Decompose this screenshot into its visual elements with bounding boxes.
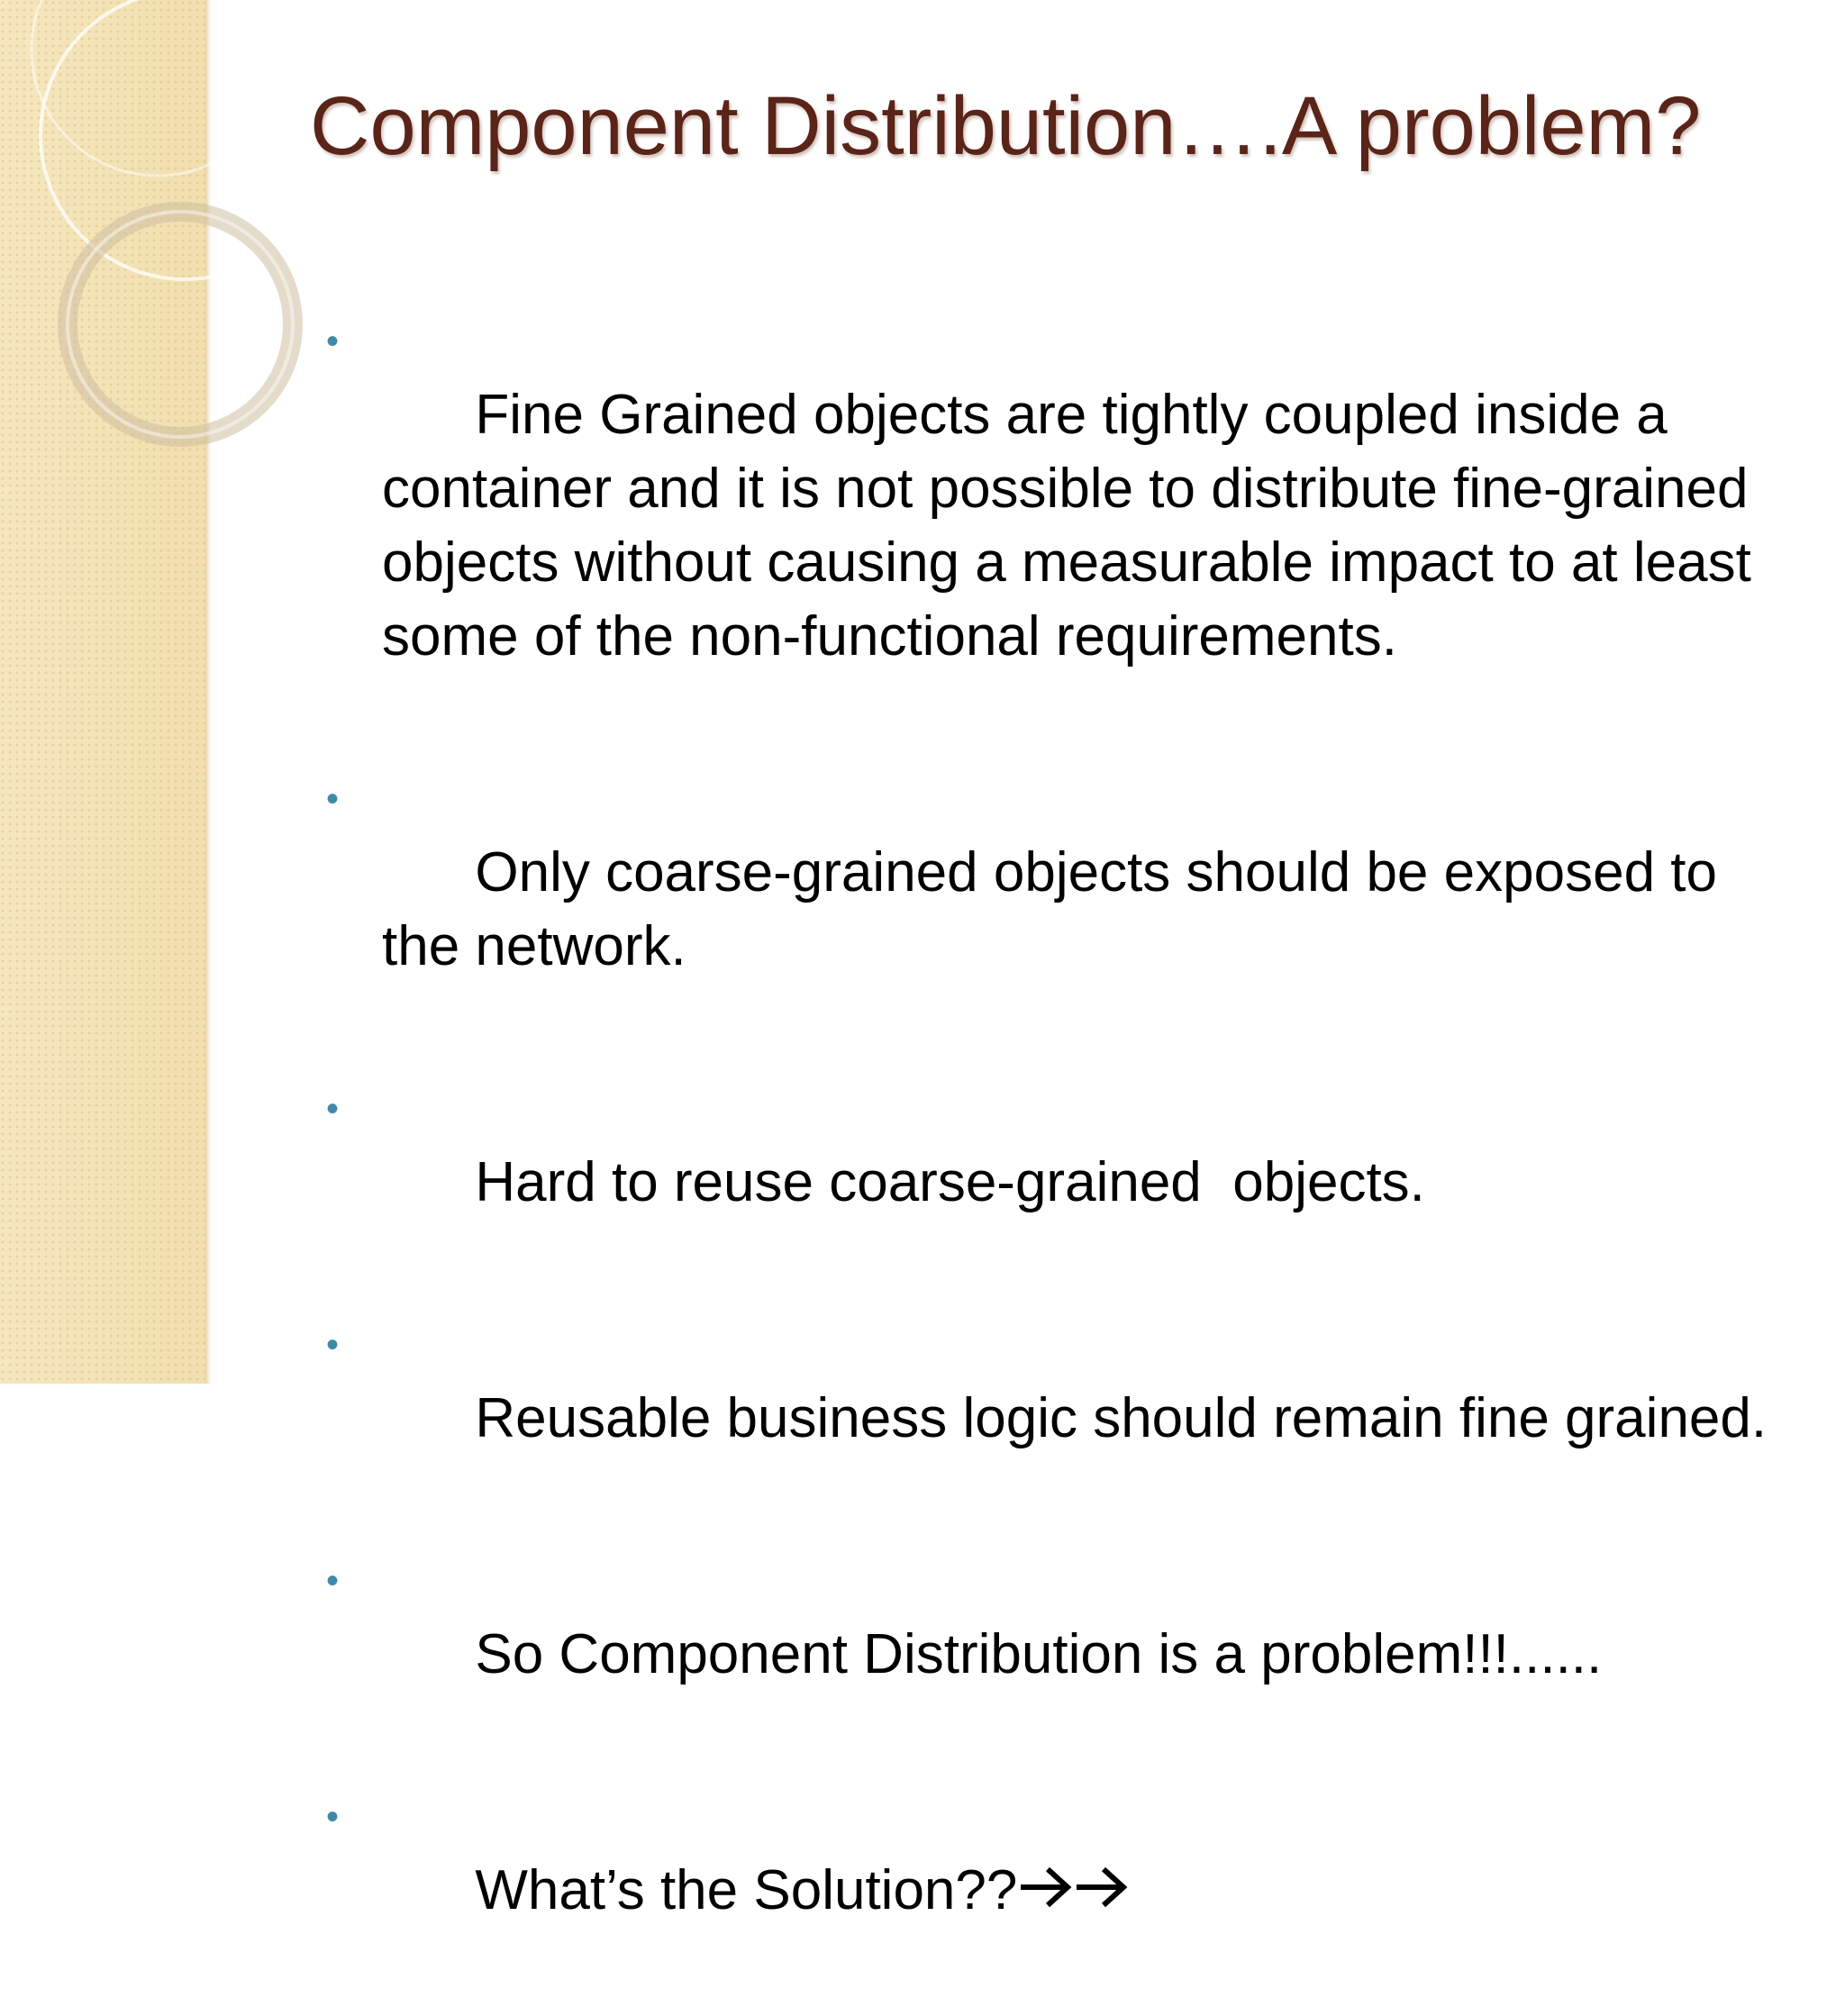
right-arrow-icon bbox=[1073, 1862, 1129, 1909]
bullet-text: Only coarse-grained objects should be exposed to the network. bbox=[382, 841, 1733, 977]
bullet-dot-icon: • bbox=[325, 322, 339, 361]
bullet-dot-icon: • bbox=[325, 779, 339, 819]
bullet-text: Fine Grained objects are tightly coupled inside a container and it is not possible to distribute fine-grained objects without causing a measurable impact to at least some of the non-functional requirements. bbox=[382, 384, 1779, 667]
bullet-item bbox=[319, 1780, 1796, 2002]
rings-decoration-icon bbox=[0, 0, 234, 468]
bullet-text: Reusable business logic should remain fine grained. bbox=[475, 1387, 1768, 1449]
right-arrow-icon bbox=[1017, 1862, 1073, 1909]
bullet-dot-icon: • bbox=[325, 1325, 339, 1365]
bullet-dot-icon: • bbox=[325, 1797, 339, 1837]
bullet-dot-icon: • bbox=[325, 1089, 339, 1129]
bullet-item bbox=[319, 1544, 1796, 1766]
bullet-item bbox=[319, 304, 1796, 748]
bullet-item bbox=[319, 1072, 1796, 1294]
bullet-item bbox=[319, 1308, 1796, 1530]
bullet-text: What’s the Solution?? bbox=[475, 1859, 1018, 1921]
bullet-dot-icon: • bbox=[325, 1561, 339, 1601]
bullet-list bbox=[319, 304, 1796, 2016]
slide-title: Component Distribution….A problem? bbox=[310, 80, 1702, 172]
bullet-text: Hard to reuse coarse-grained objects. bbox=[475, 1151, 1425, 1213]
bullet-item bbox=[319, 762, 1796, 1058]
bullet-text: So Component Distribution is a problem!!!...... bbox=[475, 1623, 1603, 1685]
